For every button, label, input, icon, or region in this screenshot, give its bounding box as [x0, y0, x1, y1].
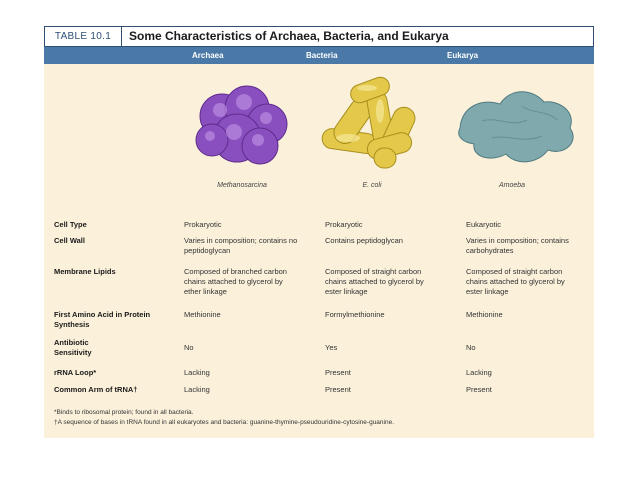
cell-eukarya: No	[466, 343, 476, 352]
cell-archaea: Prokaryotic	[184, 220, 222, 229]
table-title-bar	[44, 26, 594, 47]
cell-bacteria: Yes	[325, 343, 338, 352]
cell-eukarya: Lacking	[466, 368, 492, 377]
eukarya-micrograph	[452, 76, 572, 174]
row-label-common-arm-trna: Common Arm of tRNA†	[54, 385, 138, 394]
cell-bacteria: Present	[325, 385, 351, 394]
column-header-band	[44, 47, 594, 64]
table-number: TABLE 10.1	[45, 27, 122, 46]
cell-archaea: Methionine	[184, 310, 221, 319]
row-label-first-amino-acid: First Amino Acid in Protein Synthesis	[54, 310, 151, 329]
archaea-micrograph	[182, 76, 302, 174]
footnote-trna: †A sequence of bases in tRNA found in all eukaryotes and bacteria: guanine-thymine-pseudouridine-cytosine-guanine.	[54, 419, 395, 426]
bacteria-caption: E. coli	[362, 182, 382, 189]
footnote-rrna: *Binds to ribosomal protein; found in all bacteria.	[54, 409, 194, 416]
cell-archaea: Composed of branched carbon chains attached to glycerol by ether linkage	[184, 267, 287, 296]
bacteria-micrograph	[312, 76, 432, 174]
column-header-archaea: Archaea	[192, 51, 224, 60]
cell-bacteria: Prokaryotic	[325, 220, 363, 229]
table-sheet	[44, 26, 594, 438]
cell-eukarya: Eukaryotic	[466, 220, 502, 229]
cell-archaea: Lacking	[184, 368, 210, 377]
cell-eukarya: Varies in composition; contains carbohydrates	[466, 236, 569, 255]
cell-bacteria: Formylmethionine	[325, 310, 385, 319]
cell-archaea: Lacking	[184, 385, 210, 394]
row-label-cell-wall: Cell Wall	[54, 236, 85, 245]
row-label-cell-type: Cell Type	[54, 220, 87, 229]
row-label-membrane-lipids: Membrane Lipids	[54, 267, 116, 276]
column-header-bacteria: Bacteria	[306, 51, 338, 60]
cell-bacteria: Present	[325, 368, 351, 377]
row-label-rrna-loop: rRNA Loop*	[54, 368, 97, 377]
cell-eukarya: Composed of straight carbon chains attached to glycerol by ester linkage	[466, 267, 565, 296]
cell-bacteria: Composed of straight carbon chains attached to glycerol by ester linkage	[325, 267, 424, 296]
table-title: Some Characteristics of Archaea, Bacteria, and Eukarya	[129, 29, 449, 43]
cell-eukarya: Methionine	[466, 310, 503, 319]
cell-eukarya: Present	[466, 385, 492, 394]
cell-archaea: No	[184, 343, 194, 352]
archaea-caption: Methanosarcina	[217, 182, 267, 189]
row-label-antibiotic-sensitivity: Antibiotic Sensitivity	[54, 338, 92, 357]
eukarya-caption: Amoeba	[498, 182, 526, 189]
cell-bacteria: Contains peptidoglycan	[325, 236, 403, 245]
column-header-eukarya: Eukarya	[447, 51, 479, 60]
cell-archaea: Varies in composition; contains no peptidoglycan	[184, 236, 298, 255]
